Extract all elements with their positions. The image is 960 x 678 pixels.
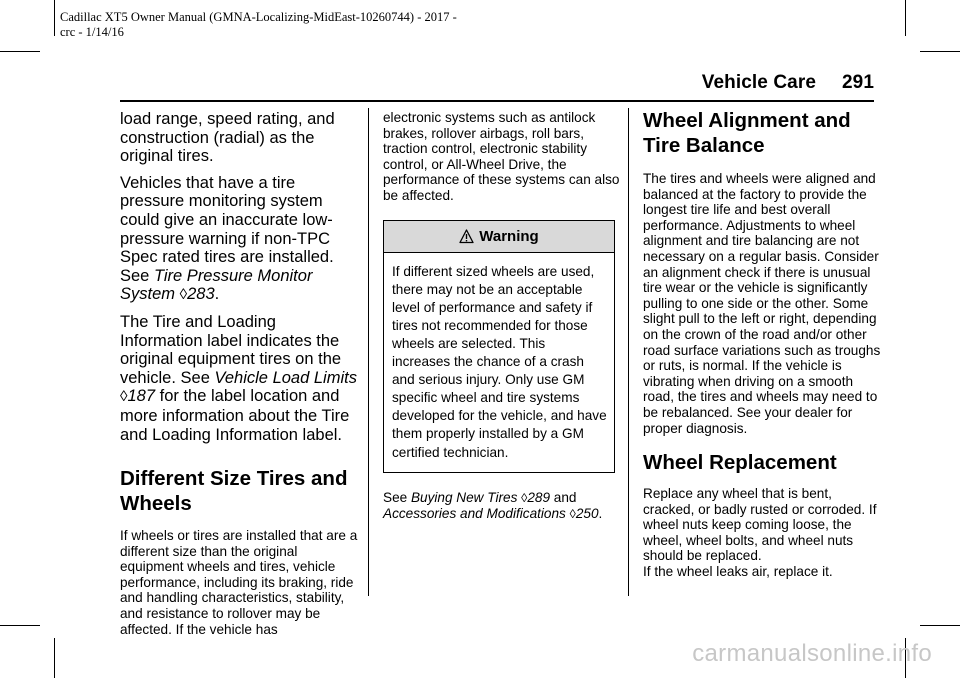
section-heading: Wheel Replacement <box>643 451 837 475</box>
crop-mark <box>54 638 55 678</box>
warning-box <box>383 220 615 473</box>
page-ref-arrow-icon: ◊ <box>521 490 528 505</box>
column-middle <box>383 110 623 523</box>
crop-mark <box>905 0 906 36</box>
warning-header <box>384 221 614 253</box>
crop-mark <box>920 51 960 52</box>
crop-mark <box>0 51 40 52</box>
page-ref-arrow-icon: ◊ <box>569 507 576 522</box>
paragraph <box>120 174 360 305</box>
crop-mark <box>0 625 40 626</box>
column-divider <box>368 108 369 596</box>
paragraph-text: . <box>598 506 603 522</box>
paragraph-text: Vehicles that have a tire pressure monitoring system could give an inaccurate low-pressure warning if non-TPC Spec rated tires are installed. See <box>120 173 334 285</box>
crop-mark <box>920 625 960 626</box>
page-reference[interactable]: 283 <box>187 285 215 304</box>
page-ref-arrow-icon: ◊ <box>179 286 188 304</box>
metadata-line-1: Cadillac XT5 Owner Manual (GMNA-Localizing-MidEast-10260744) - 2017 - <box>60 10 457 24</box>
paragraph-text: . <box>214 285 220 304</box>
crop-mark <box>54 0 55 36</box>
column-left <box>120 110 360 637</box>
paragraph: Replace any wheel that is bent, cracked, or badly rusted or corroded. If wheel nuts keep coming loose, the wheel, wheel bolts, and wheel nuts should be replaced. <box>643 486 877 564</box>
paragraph-text: for the label location and more information about the Tire and Loading Information label. <box>120 387 350 444</box>
paragraph <box>120 313 360 444</box>
page-ref-arrow-icon: ◊ <box>120 388 128 406</box>
warning-body: If different sized wheels are used, there may not be an acceptable level of performance and safety if tires not recommended for those wheels are selected. This increases the chance of a crash and serious injury. Only use GM specific wheel and tire systems developed for the vehicle, and have them properly installed by a GM certified technician. <box>392 263 607 460</box>
header-rule <box>120 100 874 102</box>
column-right <box>643 110 883 580</box>
cross-reference-link[interactable]: Tire Pressure Monitor System <box>120 266 313 304</box>
page-reference[interactable]: 250 <box>575 506 599 522</box>
page-reference[interactable]: 289 <box>527 489 551 505</box>
paragraph: electronic systems such as antilock brakes, rollover airbags, roll bars, traction control, electronic stability control, or All-Wheel Drive, the performance of these systems can also be affected. <box>383 110 620 203</box>
page-reference[interactable]: 187 <box>127 387 156 406</box>
caution-triangle-icon <box>459 229 474 244</box>
paragraph-text: and <box>550 489 577 505</box>
cross-reference-link[interactable]: Accessories and Modifications <box>383 506 566 522</box>
paragraph: If the wheel leaks air, replace it. <box>643 564 833 580</box>
cross-reference-link[interactable]: Buying New Tires <box>410 489 518 505</box>
metadata-line-2: crc - 1/14/16 <box>60 25 124 39</box>
paragraph-text: See <box>383 489 411 505</box>
cross-reference-link[interactable]: Vehicle Load Limits <box>214 368 357 387</box>
paragraph: If wheels or tires are installed that are a different size than the original equipment wheels and tires, vehicle performance, including its braking, ride and handling characteristics, stability, and resistance to rollover may be affected. If the vehicle has <box>120 528 358 637</box>
section-title: Vehicle Care <box>701 72 816 93</box>
page-number: 291 <box>841 72 874 93</box>
paragraph: The tires and wheels were aligned and balanced at the factory to provide the longest tire life and best overall performance. Adjustments to wheel alignment and tire balancing are not necessary on a regular basis. Consider an alignment check if there is unusual tire wear or the vehicle is significantly pulling to one side or the other. Some slight pull to the left or right, depending on the crown of the road and/or other road surface variations such as troughs or ruts, is normal. If the vehicle is vibrating when driving on a smooth road, the tires and wheels may need to be rebalanced. See your dealer for proper diagnosis. <box>643 171 881 436</box>
column-divider <box>628 108 629 596</box>
running-header <box>702 72 874 94</box>
watermark: carmanualsonline.info <box>692 640 932 667</box>
paragraph: load range, speed rating, and construction (radial) as the original tires. <box>120 110 335 166</box>
section-heading: Wheel Alignment and Tire Balance <box>643 109 851 157</box>
paragraph <box>383 490 623 523</box>
section-heading: Different Size Tires and Wheels <box>120 467 348 516</box>
warning-title: Warning <box>479 227 539 245</box>
paragraph-text: The Tire and Loading Information label indicates the original equipment tires on the vehicle. See <box>120 312 342 387</box>
print-metadata <box>60 10 457 40</box>
